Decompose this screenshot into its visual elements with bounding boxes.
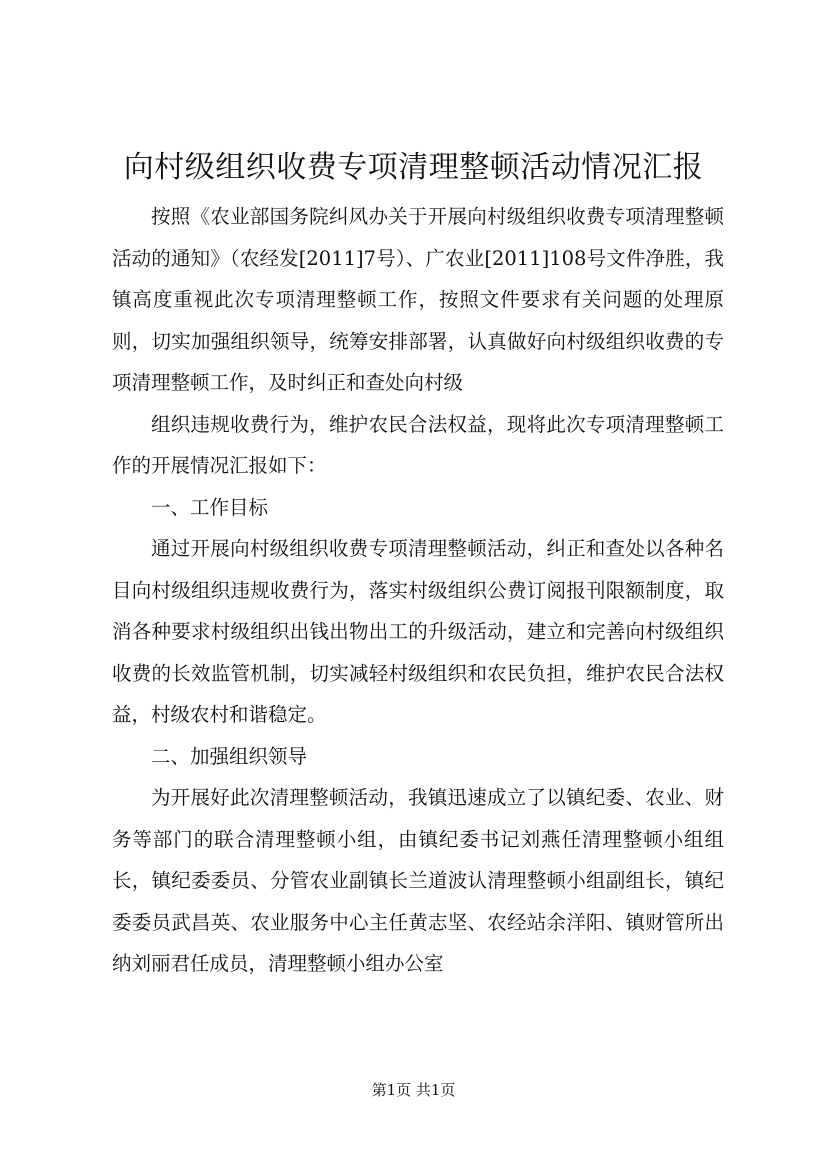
paragraph-work-goal: 通过开展向村级组织收费专项清理整顿活动，纠正和查处以各种名目向村级组织违规收费行为，落实村级组织公费订阅报刊限额制度，取消各种要求村级组织出钱出物出工的升级活动，建立和完善向村级组织收费的长效监管机制，切实减轻村级组织和农民负担，维护农民合法权益，村级农村和谐稳定。 — [112, 537, 724, 726]
paragraph-intro-continued: 组织违规收费行为，维护农民合法权益，现将此次专项清理整顿工作的开展情况汇报如下： — [112, 412, 724, 477]
page-footer: 第1页 共1页 — [371, 1081, 456, 1099]
section-heading-work-goal: 一、工作目标 — [151, 495, 269, 519]
document-title: 向村级组织收费专项清理整顿活动情况汇报 — [123, 150, 704, 185]
paragraph-organization: 为开展好此次清理整顿活动，我镇迅速成立了以镇纪委、农业、财务等部门的联合清理整顿小组，由镇纪委书记刘燕任清理整顿小组组长，镇纪委委员、分管农业副镇长兰道波认清理整顿小组副组长，镇纪委委员武昌英、农业服务中心主任黄志坚、农经站余洋阳、镇财管所出纳刘丽君任成员，清理整顿小组办公室 — [112, 786, 724, 975]
paragraph-intro: 按照《农业部国务院纠风办关于开展向村级组织收费专项清理整顿活动的通知》（农经发[2011]7号）、广农业[2011]108号文件净胜，我镇高度重视此次专项清理整顿工作，按照文件要求有关问题的处理原则，切实加强组织领导，统筹安排部署，认真做好向村级组织收费的专项清理整顿工作，及时纠正和查处向村级 — [112, 205, 724, 394]
section-heading-organization: 二、加强组织领导 — [151, 744, 308, 768]
document-body — [112, 196, 724, 985]
